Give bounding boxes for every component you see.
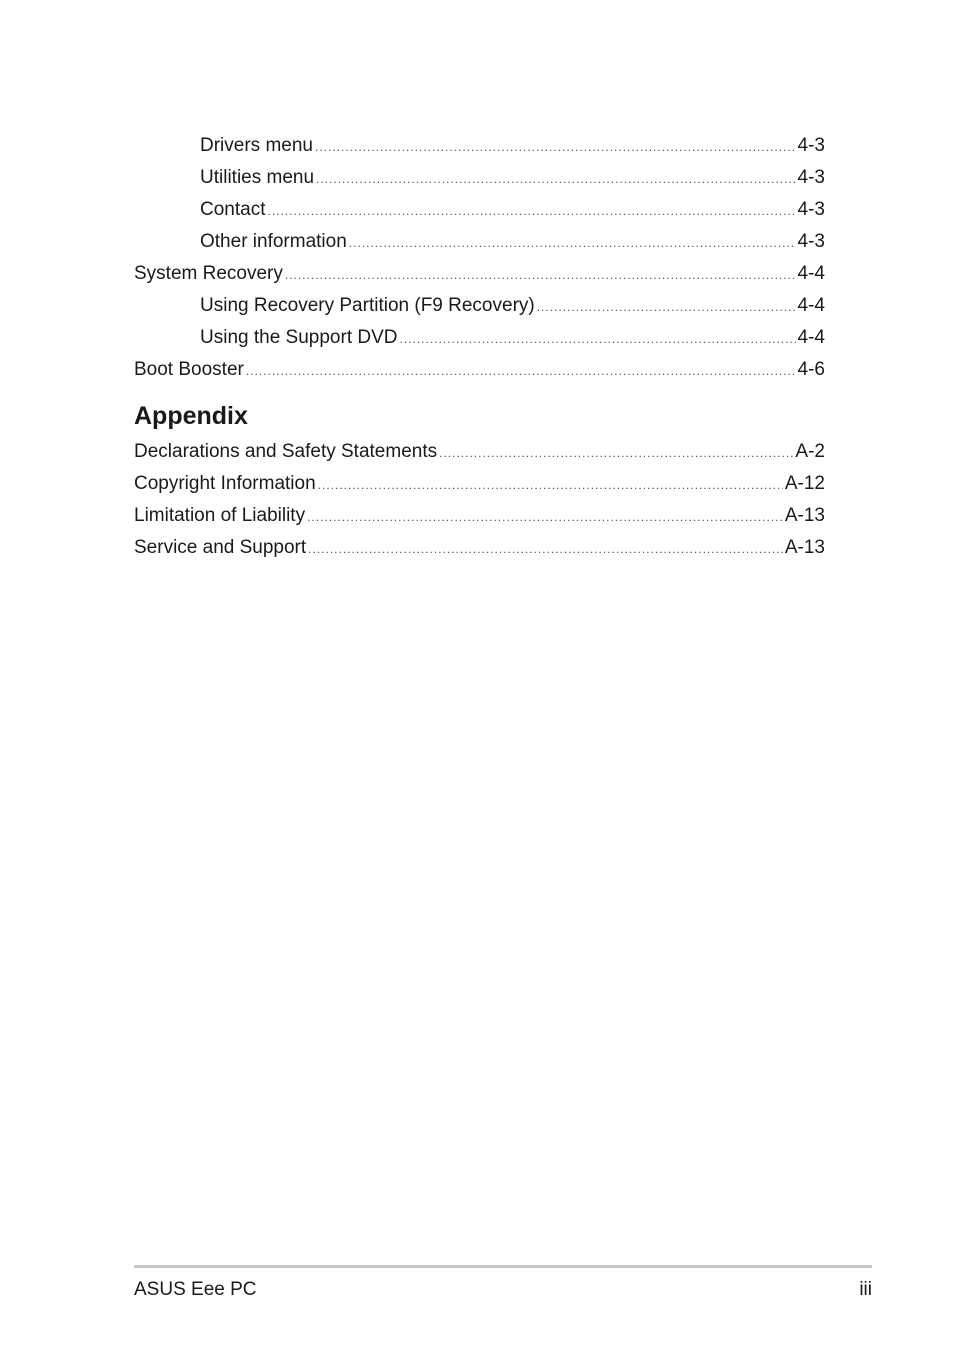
toc-entry-copyright[interactable] (134, 468, 825, 500)
toc-entry-title: Using Recovery Partition (F9 Recovery) (200, 295, 535, 316)
toc-entry-page: 4-6 (797, 359, 825, 380)
toc-dot-leader (307, 501, 783, 533)
toc-dot-leader (400, 323, 796, 355)
toc-entry-other-information[interactable] (134, 226, 825, 258)
toc-entry-title: System Recovery (134, 263, 283, 284)
toc-entry-page: 4-3 (797, 135, 825, 156)
toc-entry-page: 4-4 (797, 263, 825, 284)
toc-entry-page: 4-3 (797, 167, 825, 188)
appendix-heading: Appendix (134, 402, 248, 430)
footer-product-name: ASUS Eee PC (134, 1279, 257, 1300)
toc-entry-utilities-menu[interactable] (134, 162, 825, 194)
toc-entry-page: 4-3 (797, 231, 825, 252)
toc-entry-service-support[interactable] (134, 532, 825, 564)
toc-entry-title: Drivers menu (200, 135, 313, 156)
toc-dot-leader (537, 291, 796, 323)
toc-entry-declarations[interactable] (134, 436, 825, 468)
toc-chapter-4 (134, 130, 825, 386)
footer-divider (134, 1265, 872, 1268)
toc-entry-page: A-12 (784, 473, 825, 494)
toc-entry-limitation[interactable] (134, 500, 825, 532)
toc-entry-title: Contact (200, 199, 266, 220)
toc-entry-system-recovery[interactable] (134, 258, 825, 290)
toc-entry-page: A-13 (784, 537, 825, 558)
toc-entry-boot-booster[interactable] (134, 354, 825, 386)
toc-entry-page: 4-4 (797, 327, 825, 348)
toc-dot-leader (246, 355, 796, 387)
toc-entry-recovery-partition[interactable] (134, 290, 825, 322)
toc-entry-page: A-2 (795, 441, 825, 462)
toc-entry-title: Limitation of Liability (134, 505, 306, 526)
toc-entry-title: Service and Support (134, 537, 307, 558)
toc-dot-leader (308, 533, 783, 565)
toc-entry-title: Utilities menu (200, 167, 315, 188)
toc-entry-title: Copyright Information (134, 473, 316, 494)
toc-dot-leader (316, 163, 795, 195)
toc-entry-title: Declarations and Safety Statements (134, 441, 438, 462)
toc-entry-title: Using the Support DVD (200, 327, 398, 348)
toc-entry-contact[interactable] (134, 194, 825, 226)
toc-dot-leader (285, 259, 796, 291)
toc-entry-page: 4-4 (797, 295, 825, 316)
toc-entry-title: Boot Booster (134, 359, 244, 380)
toc-dot-leader (439, 437, 793, 469)
toc-entry-drivers-menu[interactable] (134, 130, 825, 162)
toc-dot-leader (315, 131, 796, 163)
toc-dot-leader (318, 469, 783, 501)
toc-entry-page: 4-3 (797, 199, 825, 220)
toc-entry-support-dvd[interactable] (134, 322, 825, 354)
toc-entry-title: Other information (200, 231, 347, 252)
toc-appendix (134, 436, 825, 564)
toc-dot-leader (267, 195, 795, 227)
footer-page-number: iii (859, 1279, 872, 1300)
toc-entry-page: A-13 (784, 505, 825, 526)
toc-dot-leader (349, 227, 796, 259)
